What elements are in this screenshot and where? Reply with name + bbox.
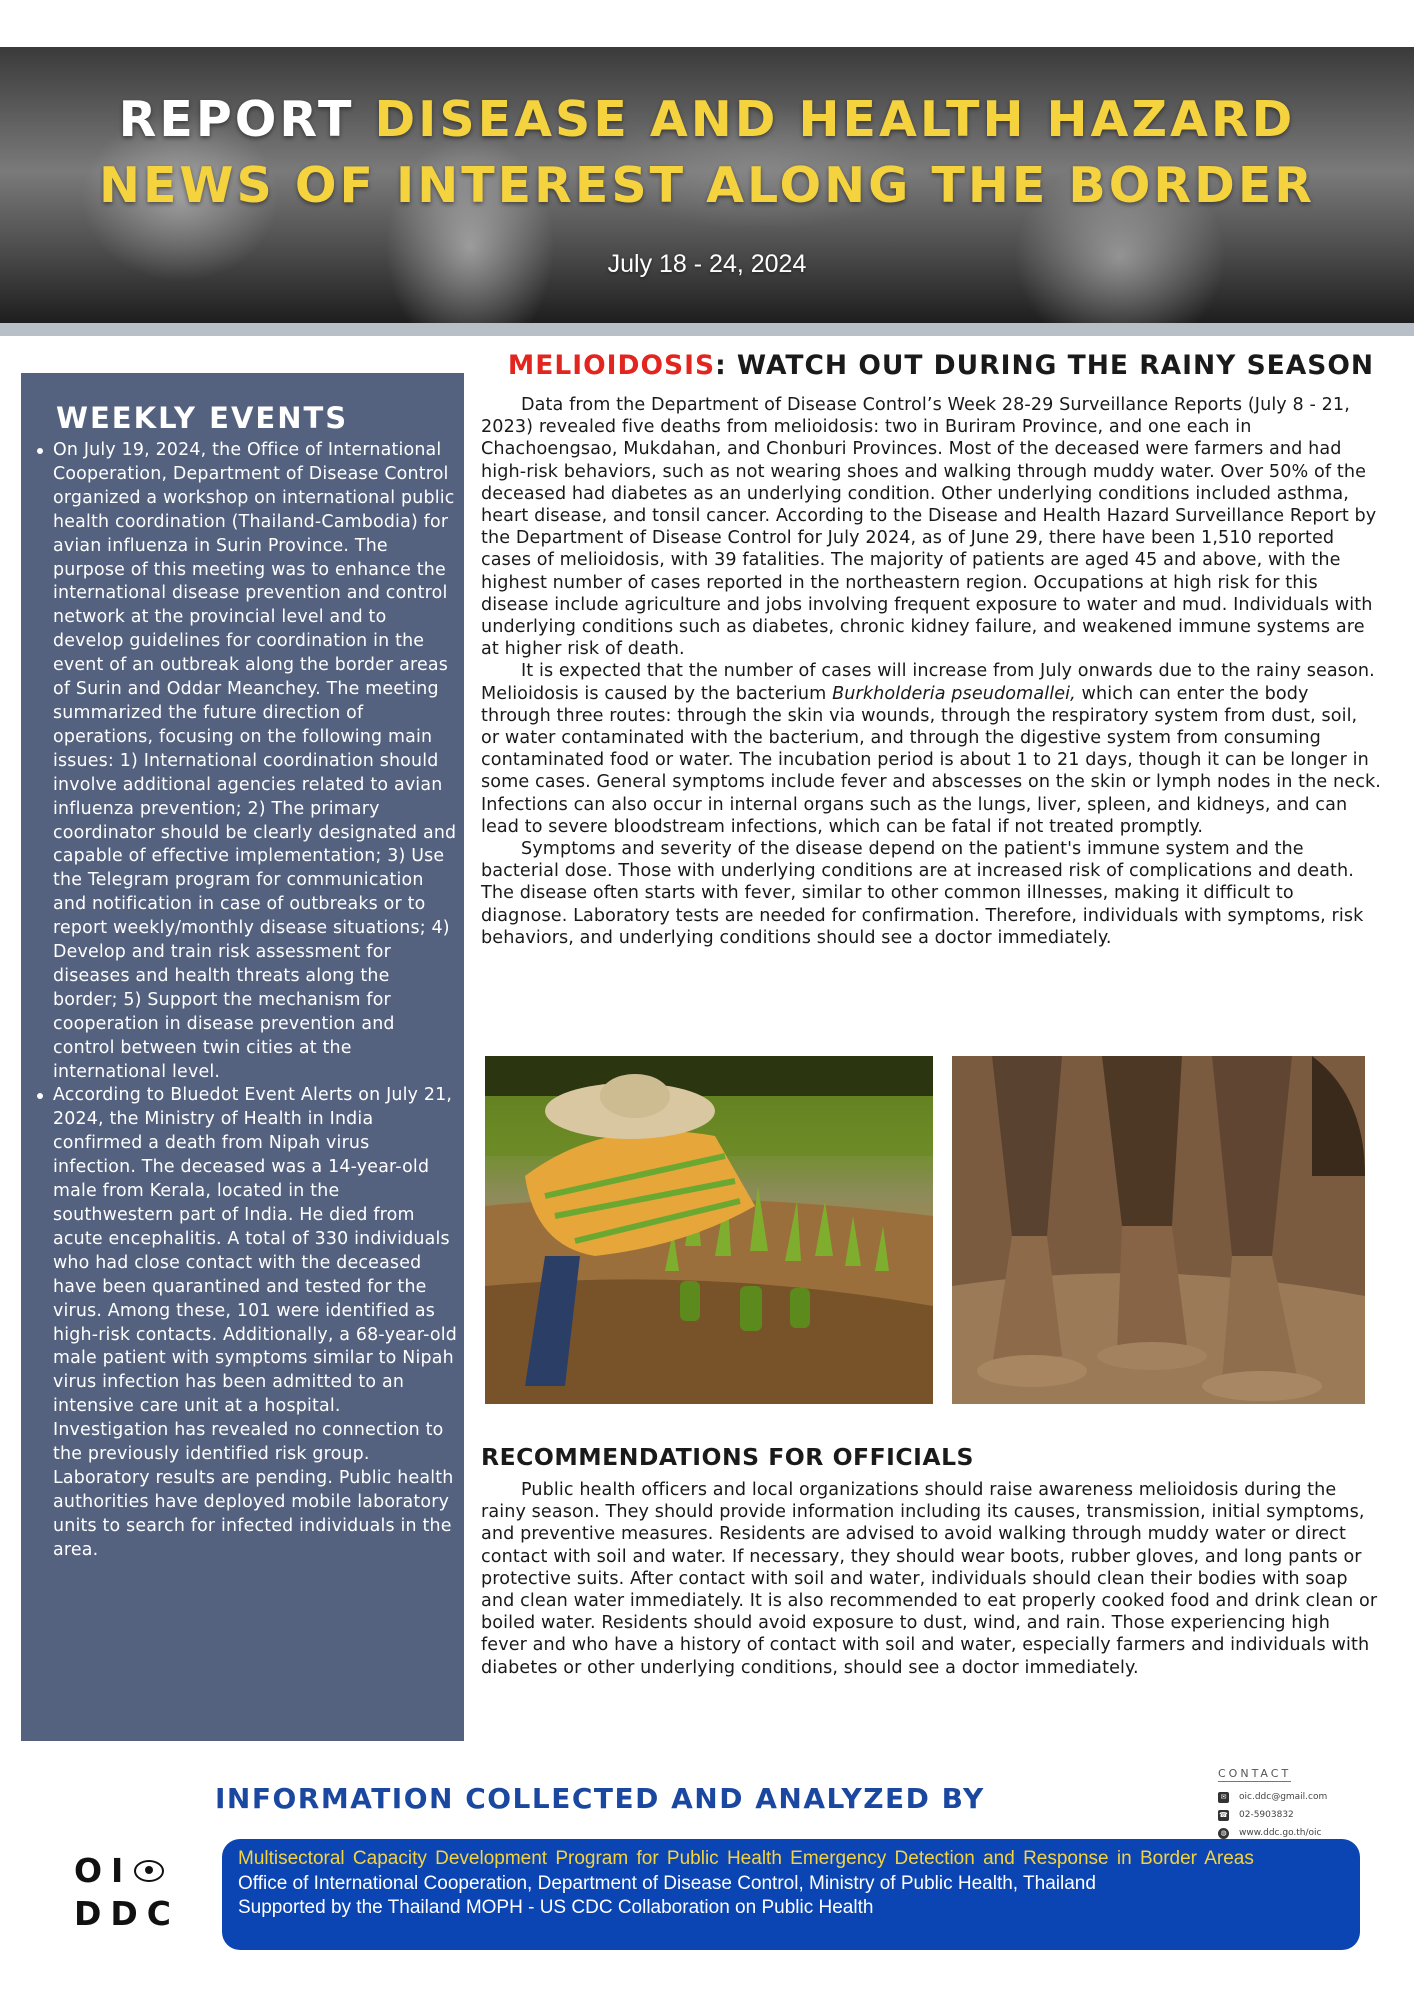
- weekly-events-panel: [21, 373, 464, 1741]
- contact-email-text: oic.ddc@gmail.com: [1239, 1792, 1328, 1802]
- title-line-2: NEWS OF INTEREST ALONG THE BORDER: [98, 157, 1316, 214]
- email-icon: ✉: [1218, 1792, 1229, 1803]
- contact-block: [1218, 1762, 1408, 1842]
- muddy-feet-illustration: [952, 1056, 1365, 1404]
- oic-ddc-logo: [74, 1851, 180, 1933]
- globe-icon: ◍: [1218, 1828, 1229, 1839]
- article-heading-disease: MELIOIDOSIS: [507, 350, 716, 381]
- contact-email[interactable]: [1218, 1788, 1408, 1806]
- list-item: On July 19, 2024, the Office of International Cooperation, Department of Disease Control organized a workshop on international public health coordination (Thailand-Cambodia) for avian influenza in Surin Province. The purpose of this meeting was to enhance the international disease prevention and control network at the provincial level and to develop guidelines for coordination in the event of an outbreak along the border areas of Surin and Oddar Meanchey. The meeting summarized the future direction of operations, focusing on the following main issues: 1) International coordination should involve additional agencies related to avian influenza prevention; 2) The primary coordinator should be clearly designated and capable of effective implementation; 3) Use the Telegram program for communication and notification in case of outbreaks or to report weekly/monthly disease situations; 4) Develop and train risk assessment for diseases and health threats along the border; 5) Support the mechanism for cooperation in disease prevention and control between twin cities at the international level.: [37, 439, 458, 1084]
- article-text: It is expected that the number of cases will increase from July onwards due to the rainy season. Melioidosis is caused by the bacterium: [481, 661, 1375, 704]
- support-note: Supported by the Thailand MOPH - US CDC Collaboration on Public Health: [238, 1897, 874, 1918]
- phone-icon: ☎: [1219, 1810, 1228, 1819]
- logo-bottom-text: DDC: [74, 1894, 181, 1933]
- article-body: [481, 394, 1381, 949]
- recommendations-paragraph: Public health officers and local organizations should raise awareness melioidosis during the rainy season. They should provide information including its causes, transmission, initial symptoms, and preventive measures. Residents are advised to avoid walking through muddy water or direct contact with soil and water. If necessary, they should wear boots, rubber gloves, and long pants or protective suits. After contact with soil and water, individuals should clean their bodies with soap and clean water immediately. It is also recommended to eat properly cooked food and drink clean or boiled water. Residents should avoid exposure to dust, wind, and rain. Those experiencing high fever and who have a history of contact with soil and water, especially farmers and individuals with diabetes or other underlying conditions, should see a doctor immediately.: [481, 1480, 1378, 1678]
- article-text: which can enter the body through three routes: through the skin via wounds, through the respiratory system from dust, soil, or water contaminated with the bacterium, and through the digestive system from consuming contaminated food or water. The incubation period is about 1 to 21 days, though it can be longer in some cases. General symptoms include fever and abscesses on the skin or lymph nodes in the neck. Infections can also occur in internal organs such as the lungs, liver, spleen, and kidneys, and can lead to severe bloodstream infections, which can be fatal if not treated promptly.: [481, 683, 1381, 837]
- weekly-events-list: [37, 439, 458, 1563]
- list-item: According to Bluedot Event Alerts on July 21, 2024, the Ministry of Health in India confirmed a death from Nipah virus infection. The deceased was a 14-year-old male from Kerala, located in the southwestern part of India. He died from acute encephalitis. A total of 330 individuals who had close contact with the deceased have been quarantined and tested for the virus. Among these, 101 were identified as high-risk contacts. Additionally, a 68-year-old male patient with symptoms similar to Nipah virus infection has been admitted to an intensive care unit at a hospital. Investigation has revealed no connection to the previously identified risk group. Laboratory results are pending. Public health authorities have deployed mobile laboratory units to search for infected individuals in the area.: [37, 1084, 458, 1562]
- article-heading-rest: : WATCH OUT DURING THE RAINY SEASON: [715, 350, 1375, 381]
- logo-top-text: OI: [74, 1851, 133, 1890]
- article-heading: [481, 350, 1401, 381]
- collected-by-heading: INFORMATION COLLECTED AND ANALYZED BY: [215, 1782, 985, 1815]
- header-banner: [0, 47, 1414, 323]
- article-paragraph: Symptoms and severity of the disease depend on the patient's immune system and the bacterial dose. Those with underlying conditions are at increased risk of complications and death. The disease often starts with fever, similar to other common illnesses, making it difficult to diagnose. Laboratory tests are needed for confirmation. Therefore, individuals with symptoms, risk behaviors, and underlying conditions should see a doctor immediately.: [481, 839, 1364, 948]
- rice-farmer-photo: [485, 1056, 933, 1404]
- title-line-1: DISEASE AND HEALTH HAZARD: [374, 91, 1296, 148]
- recommendations-heading: RECOMMENDATIONS FOR OFFICIALS: [481, 1443, 974, 1471]
- title-report-word: REPORT: [118, 91, 355, 148]
- program-banner: [222, 1839, 1360, 1950]
- eye-icon: [134, 1860, 164, 1882]
- muddy-feet-photo: [952, 1056, 1365, 1404]
- header-divider: [0, 323, 1414, 336]
- date-range: July 18 - 24, 2024: [607, 250, 807, 278]
- report-title: [0, 87, 1414, 219]
- article-paragraph: [481, 660, 1381, 838]
- contact-title: CONTACT: [1218, 1767, 1292, 1780]
- program-name: Multisectoral Capacity Development Program for Public Health Emergency Detection and Response in Border Areas: [238, 1848, 1254, 1869]
- rice-farmer-illustration: [485, 1056, 933, 1404]
- weekly-events-title: WEEKLY EVENTS: [56, 401, 349, 435]
- recommendations-body: [481, 1479, 1381, 1679]
- article-paragraph: Data from the Department of Disease Control’s Week 28-29 Surveillance Reports (July 8 - 21, 2023) revealed five deaths from melioidosis: two in Buriram Province, and one each in Chachoengsao, Mukdahan, and Chonburi Provinces. Most of the deceased were farmers and had high-risk behaviors, such as not wearing shoes and walking through muddy water. Over 50% of the deceased had diabetes as an underlying condition. Other underlying conditions included asthma, heart disease, and tonsil cancer. According to the Disease and Health Hazard Surveillance Report by the Department of Disease Control for July 2024, as of June 29, there have been 1,510 reported cases of melioidosis, with 39 fatalities. The majority of patients are aged 45 and above, with the highest number of cases reported in the northeastern region. Occupations at high risk for this disease include agriculture and jobs involving frequent exposure to water and mud. Individuals with underlying conditions such as diabetes, chronic kidney failure, and weakened immune systems are at higher risk of death.: [481, 395, 1377, 660]
- office-name: Office of International Cooperation, Department of Disease Control, Ministry of Public Health, Thailand: [238, 1872, 1096, 1894]
- contact-phone-text: 02-5903832: [1239, 1810, 1294, 1820]
- bacterium-name: Burkholderia pseudomallei,: [832, 683, 1076, 704]
- contact-website-text: www.ddc.go.th/oic: [1239, 1828, 1322, 1838]
- contact-phone[interactable]: [1218, 1806, 1408, 1824]
